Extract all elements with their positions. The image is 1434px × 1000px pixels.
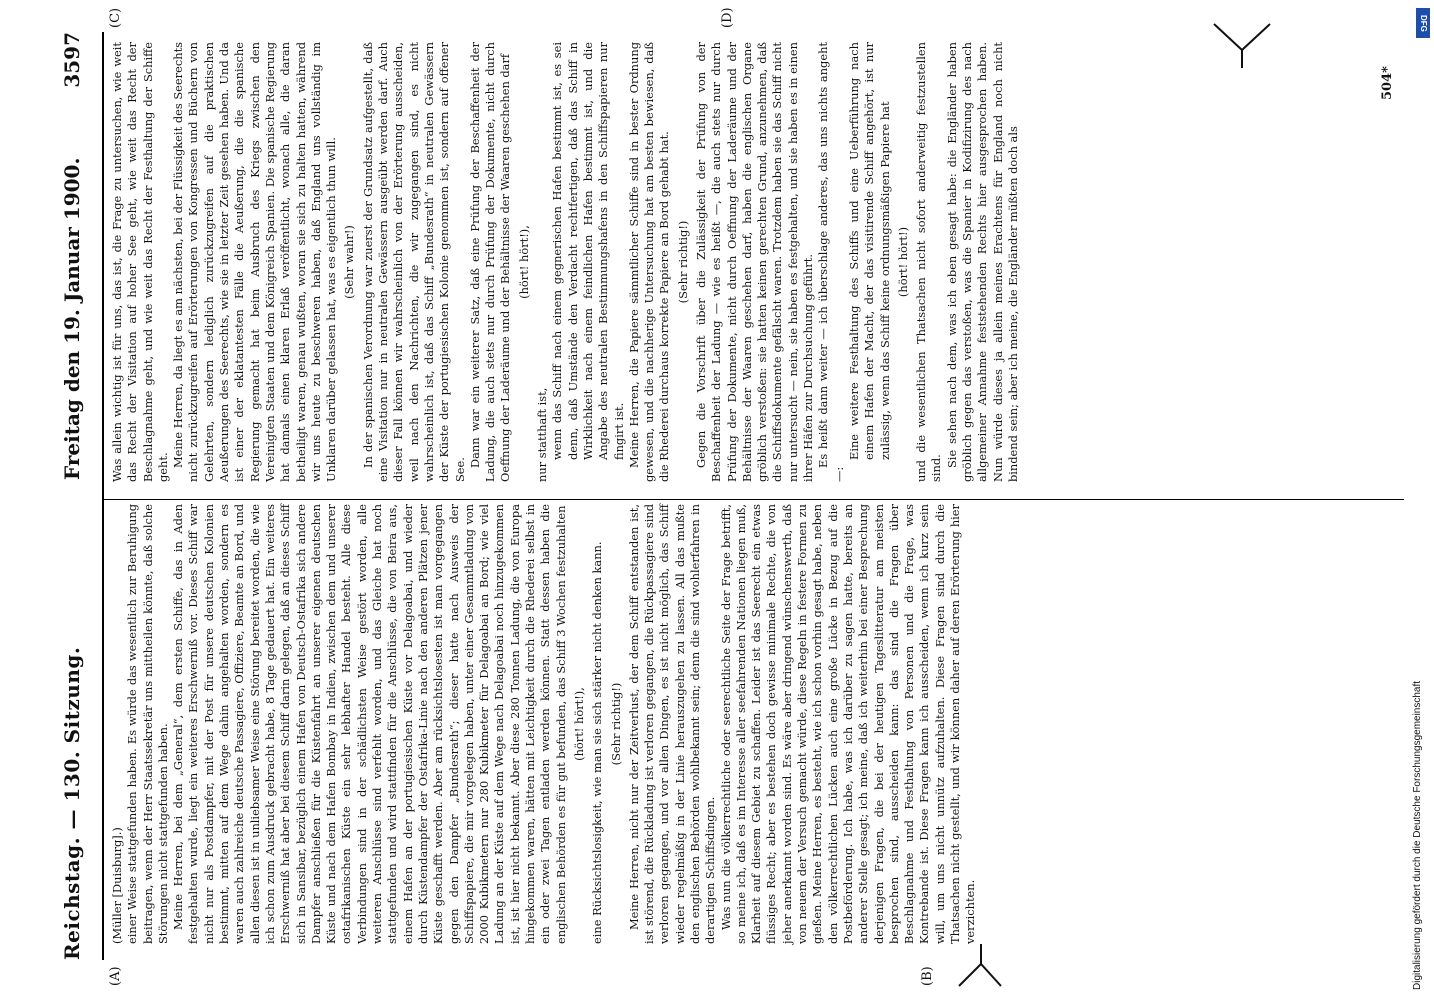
- paragraph: Meine Herren, da liegt es am nächsten, bei der Flüssigkeit des Seerechts nicht zurückzugreifen auf Erörterungen von Kongressen und Büchern von Gelehrten, sondern lediglich zurückzugreifen auf die praktischen Aeußerungen des Seerechts, wie sie in letzter Zeit gesehen haben. Und da ist einer der eklatantesten Fälle die Aeußerung, die die spanische Regierung gemacht hat beim Ausbruch des Kriegs zwischen den Vereinigten Staaten und dem Königreich Spanien. Die spanische Regierung hat damals einen klaren Erlaß veröffentlicht, wonach alle, die daran betheiligt waren, genau wußten, woran sie sich zu halten hatten, während wir uns heute zu beschweren haben, daß England uns vollständig im Unklaren darüber gelassen hat, was es eigentlich thun will.: [171, 42, 339, 482]
- header-date: Freitag den 19. Januar 1900.: [60, 157, 84, 480]
- margin-mark-c: (C): [108, 7, 123, 28]
- paragraph: nur statthaft ist,: [535, 387, 550, 482]
- digitization-note-text: Digitalisierung gefördert durch die Deutsche Forschungsgemeinschaft: [1412, 680, 1423, 990]
- header-left: Reichstag. — 130. Sitzung.: [60, 646, 84, 960]
- paragraph: (Müller [Duisburg].): [110, 827, 124, 944]
- paragraph: Eine weitere Festhaltung des Schiffs und eine Ueberführung nach einem Hafen der Macht, der das visitirende Schiff angehört, ist nur zulässig, wenn das Schiff keine ordnungsmäßigen Papiere hat: [846, 42, 892, 460]
- paragraph: einer Weise stattgefunden haben. Es würde das wesentlich zur Beruhigung beitragen, wenn der Herr Staatssekretär uns mittheilen könnte, daß solche Störungen nicht stattgefunden haben.: [125, 504, 170, 944]
- paragraph: Sie sehen nach dem, was ich eben gesagt habe: die Engländer haben gröblich gegen das verstoßen, was die Spanier in Kodifizirung des nach allgemeiner Annahme feststehenden Rechts hier ausgesprochen haben. Nun würde dieses ja allein meines Erachtens für England noch nicht bindend sein; aber ich meine, die Engländer müßten doch als: [944, 42, 1020, 482]
- left-column: [110, 504, 979, 944]
- digitization-note: [1412, 10, 1432, 990]
- paragraph: Es heißt dann weiter — ich überschlage anderes, das uns nichts angeht —:: [816, 42, 846, 482]
- bracket-mark-bottom: [955, 940, 1005, 990]
- paragraph: und die wesentlichen Thatsachen nicht sofort anderweitig festzustellen sind.: [914, 42, 944, 482]
- paragraph: (Sehr wahr!): [342, 225, 357, 299]
- paragraph: Was nun die völkerrechtliche oder seerechtliche Seite der Frage betrifft, so meine ich, daß es im Interesse aller seefahrenden Nationen liegen muß, Klarheit auf diesem Gebiet zu schaffen. Leider ist das Seerecht ein etwas flüssiges Recht; aber es bestehen doch gewisse minimale Rechte, die von jeher anerkannt worden sind. Es wäre aber dringend wünschenswerth, daß von neuem der Versuch gemacht würde, diese Regeln in festere Formen zu gießen. Meine Herren, es besteht, wie ich schon vorhin gesagt habe, neben den völkerrechtlichen Lücken auch eine große Lücke in Bezug auf die Postbeförderung. Ich habe, was ich darüber zu sagen hatte, bereits an anderer Stelle gesagt; ich meine, daß ich weiterhin bei einer Besprechung derjenigen Fragen, die bei der heutigen Tageslitteratur am meisten besprochen sind, ausscheiden kann: das sind die Fragen über Beschlagnahme und Festhaltung von Personen und die Frage, was Kontrebande ist. Diese Fragen kann ich ausscheiden, wenn ich kurz sein will, um uns nicht unnütz aufzuhalten. Diese Fragen sind durch die Thatsachen nicht gestellt, und wir können daher auf deren Erörterung hier verzichten.: [718, 504, 978, 944]
- right-column: [110, 42, 1021, 482]
- paragraph: (hört! hört!),: [516, 225, 531, 299]
- paragraph: (Sehr richtig!): [675, 220, 690, 304]
- paragraph: Meine Herren, nicht nur der Zeitverlust, der dem Schiff entstanden ist, ist störend, die Rückladung ist verloren gegangen, die Rückpassagiere sind verloren gegangen, und vor allen Dingen, es ist nicht möglich, das Schiff wieder regelmäßig in der Linie herauszugehen zu lassen. All das mußte den englischen Behörden wohlbekannt sein; denn die sind wohlerfahren in derartigen Schiffsdingen.: [626, 504, 718, 944]
- page-number: 3597: [60, 32, 84, 88]
- signature-mark: 504*: [1380, 66, 1395, 100]
- paragraph: wenn das Schiff nach einem gegnerischen Hafen bestimmt ist, es sei denn, daß Umstände den Verdacht rechtfertigen, daß das Schiff in Wirklichkeit nach einem feindlichen Hafen bestimmt ist, und die Angabe des neutralen Bestimmungshafens in den Schiffspapieren nur fingirt ist.: [550, 42, 626, 460]
- paragraph: Gegen die Vorschrift über die Zulässigkeit der Prüfung von der Beschaffenheit der Ladung — wie es heißt —, die auch stets nur durch Prüfung der Dokumente, nicht durch Oeffnung der Laderäume und der Behältnisse der Waaren geschehen darf, haben die englischen Organe gröblich verstoßen: sie hatten keinen gerechten Grund, anzunehmen, daß die Schiffsdokumente gefälscht waren. Trotzdem haben sie das Schiff nicht nur untersucht — nein, sie haben es festgehalten, und sie haben es in einen ihrer Häfen zur Durchsuchung geführt.: [693, 42, 816, 482]
- paragraph: Was allein wichtig ist für uns, das ist, die Frage zu untersuchen, wie weit das Recht der Visitation auf hoher See geht, wie weit das Recht der Beschlagnahme geht, und wie weit das Recht der Festhaltung der Schiffe geht.: [110, 42, 170, 482]
- paragraph: (hört! hört!),: [571, 687, 586, 761]
- header-rule: [102, 32, 104, 960]
- paragraph: Meine Herren, die Papiere sämmtlicher Schiffe sind in bester Ordnung gewesen, und die nachherige Untersuchung hat am besten bewiesen, daß die Rhederei durchaus korrekte Papiere an Bord gehabt hat.: [626, 42, 672, 482]
- margin-mark-b: (B): [920, 966, 935, 986]
- paragraph: (Sehr richtig!): [608, 682, 623, 766]
- column-divider: [104, 499, 1404, 500]
- bracket-mark-top: [1212, 20, 1272, 70]
- paragraph: (hört! hört!): [895, 226, 910, 298]
- paragraph: In der spanischen Verordnung war zuerst der Grundsatz aufgestellt, daß eine Visitation nur in neutralen Gewässern ausgeübt werden darf. Auch dieser Fall können wir wahrscheinlich von der Erörterung ausscheiden, weil nach den Nachrichten, die wir zugegangen sind, es nicht wahrscheinlich ist, daß das Schiff „Bundesrath“ in neutralen Gewässern der Küste der portugiesischen Kolonie genommen ist, sondern auf offener See.: [360, 42, 467, 482]
- paragraph: Meine Herren, bei dem „General“, dem ersten Schiffe, das in Aden festgehalten wurde, liegt ein weiteres Erschwerniß vor. Dieses Schiff war nicht nur als Postdampfer, mit der Post für unsere deutschen Kolonien bestimmt, mitten auf dem Wege dahin angehalten worden, sondern es waren auch zahlreiche deutsche Passagiere, Offiziere, Beamte an Bord, und allen diesen ist in unliebsamer Weise eine Störung bereitet worden, die wie ich schon zum Ausdruck gebracht habe, 8 Tage gedauert hat. Ein weiteres Erschwerniß hat aber bei diesem Schiff darin gelegen, daß an dieses Schiff sich in Sansibar, bezüglich einem Hafen von Deutsch-Ostafrika sich andere Dampfer anschließen für die Küstenfahrt an unserer eigenen deutschen Küste und nach dem Hafen Bombay in Indien, zwischen dem und unserer ostafrikanischen Küste ein sehr lebhafter Handel besteht. Alle diese Verbindungen sind in der schädlichsten Weise gestört worden, alle weiteren Anschlüsse sind verfehlt worden, und das Gleiche hat noch stattgefunden und wird stattfinden für die Anschlüsse, die von Beira aus, einem Hafen an der portugiesischen Küste vor Delagoabai, und wieder durch Küstendampfer der Ostafrika-Linie nach den anderen Plätzen jener Küste geschafft werden. Aber am rücksichtslosesten ist man vorgegangen gegen den Dampfer „Bundesrath“; dieser hatte nach Ausweis der Schiffspapiere, die mir vorgelegen haben, unter einer Gesammtladung von 2000 Kubikmetern nur 280 Kubikmeter für Delagoabai an Bord; wie viel Ladung an der Küste auf dem Wege nach Delagoabai noch hinzugekommen ist, ist hier nicht bekannt. Aber diese 280 Tonnen Ladung, die von Europa hingekommen waren, hätten mit Leichtigkeit durch die Rhederei selbst in ein oder zwei Tagen entladen werden können. Statt dessen haben die englischen Behörden es für gut befunden, das Schiff 3 Wochen festzuhalten: [171, 504, 568, 944]
- dfg-logo: DFG: [1416, 8, 1430, 38]
- page-header: [60, 32, 90, 960]
- paragraph: Dann war ein weiterer Satz, daß eine Prüfung der Beschaffenheit der Ladung, die auch stets nur durch Prüfung der Dokumente, nicht durch Oeffnung der Laderäume und der Behältnisse der Waaren geschehen darf: [467, 42, 513, 482]
- paragraph: eine Rücksichtslosigkeit, wie man sie sich stärker nicht denken kann.: [590, 541, 605, 944]
- margin-mark-a: (A): [108, 966, 123, 986]
- margin-mark-d: (D): [720, 7, 735, 28]
